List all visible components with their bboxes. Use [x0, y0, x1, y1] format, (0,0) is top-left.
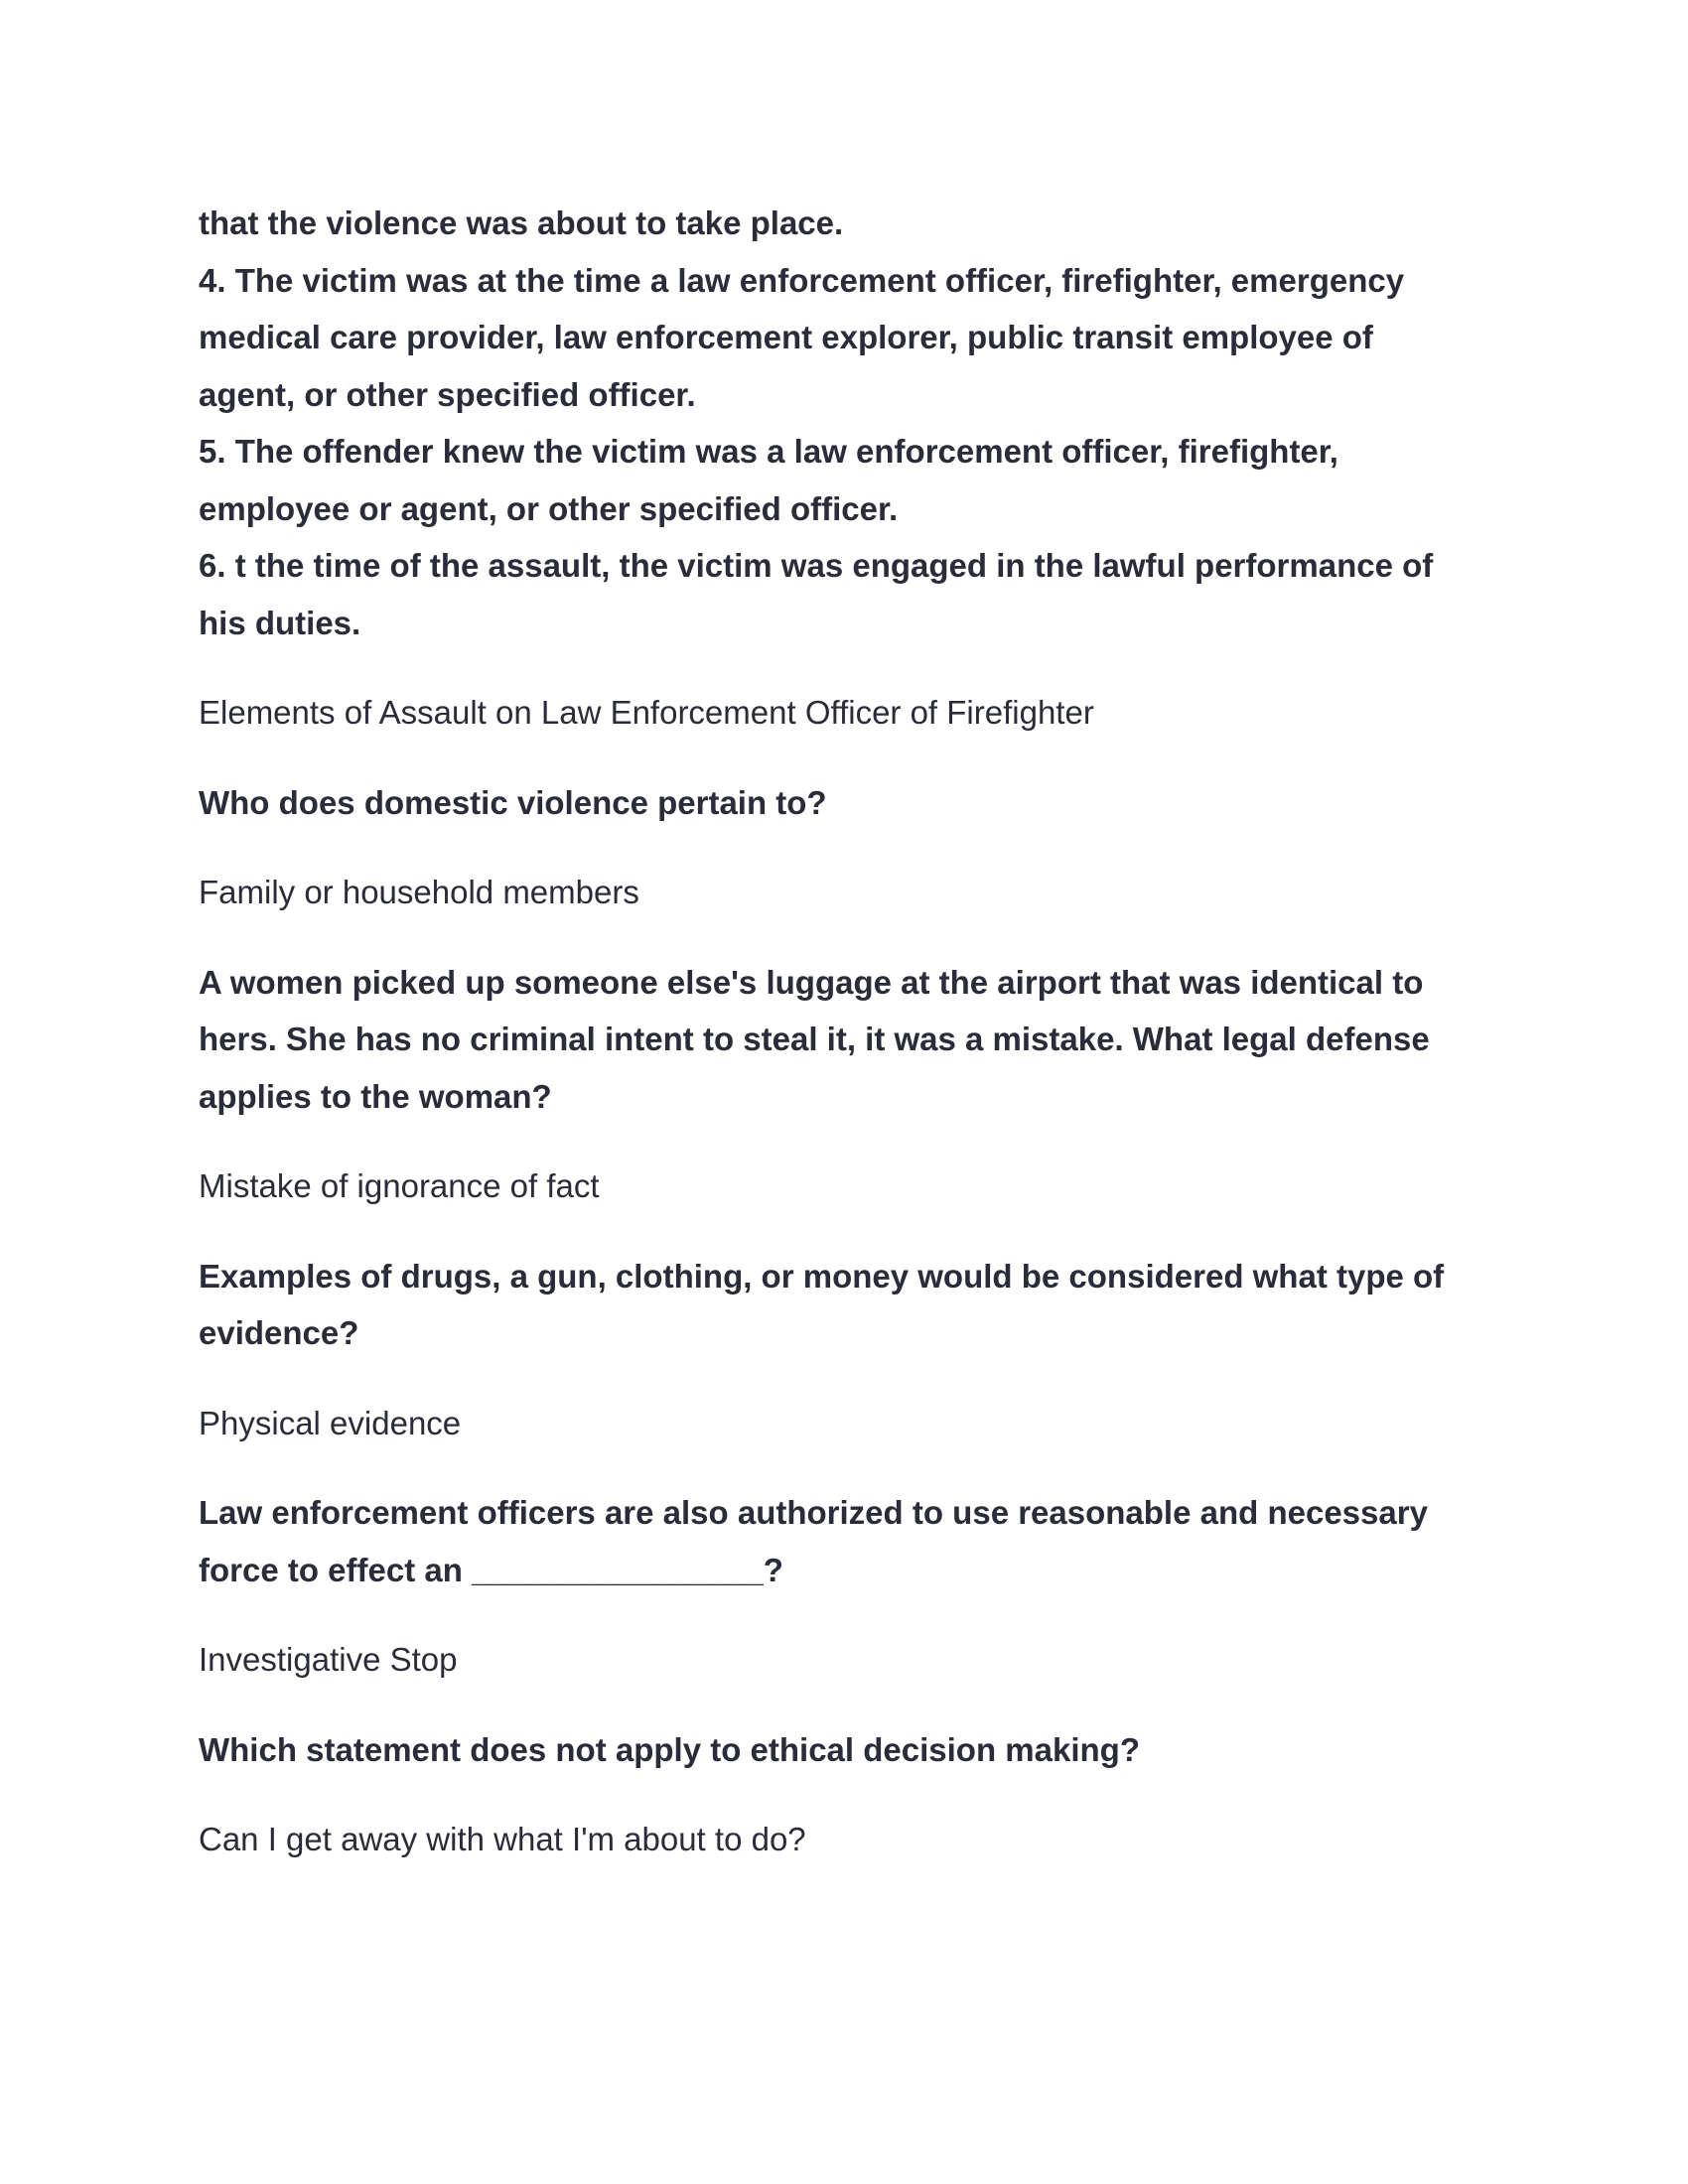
text-line: applies to the woman? — [199, 1077, 552, 1115]
text-line: Law enforcement officers are also authorized to use reasonable and necessary — [199, 1494, 1428, 1531]
answer-text: Investigative Stop — [199, 1641, 458, 1678]
text-line: his duties. — [199, 604, 361, 641]
answer-text: Can I get away with what I'm about to do? — [199, 1821, 806, 1857]
text-line: Which statement does not apply to ethical decision making? — [199, 1730, 1140, 1768]
question-text — [199, 1484, 1489, 1598]
document-page — [199, 195, 1489, 1868]
text-line: agent, or other specified officer. — [199, 375, 696, 413]
question-text — [199, 195, 1489, 651]
answer-text: Elements of Assault on Law Enforcement Officer of Firefighter — [199, 694, 1094, 731]
text-line: that the violence was about to take place. — [199, 205, 844, 241]
answer-text: Family or household members — [199, 874, 639, 910]
text-line: 4. The victim was at the time a law enforcement officer, firefighter, emergency — [199, 261, 1405, 299]
answer-text: Mistake of ignorance of fact — [199, 1167, 600, 1204]
text-line: evidence? — [199, 1314, 359, 1351]
question-text — [199, 954, 1489, 1126]
text-line: A women picked up someone else's luggage at the airport that was identical to — [199, 963, 1424, 1001]
text-line: employee or agent, or other specified officer. — [199, 489, 899, 527]
answer-text: Physical evidence — [199, 1404, 462, 1441]
text-line: Examples of drugs, a gun, clothing, or money would be considered what type of — [199, 1257, 1445, 1295]
text-line: 5. The offender knew the victim was a law enforcement officer, firefighter, — [199, 433, 1338, 470]
text-line: medical care provider, law enforcement explorer, public transit employee of — [199, 319, 1373, 355]
question-text — [199, 1721, 1489, 1779]
text-line: 6. t the time of the assault, the victim was engaged in the lawful performance of — [199, 547, 1434, 584]
text-line: force to effect an ________________? — [199, 1551, 783, 1588]
text-line: Who does domestic violence pertain to? — [199, 783, 827, 821]
text-line: hers. She has no criminal intent to steal it, it was a mistake. What legal defense — [199, 1021, 1430, 1057]
question-text — [199, 1248, 1489, 1362]
question-text — [199, 774, 1489, 832]
